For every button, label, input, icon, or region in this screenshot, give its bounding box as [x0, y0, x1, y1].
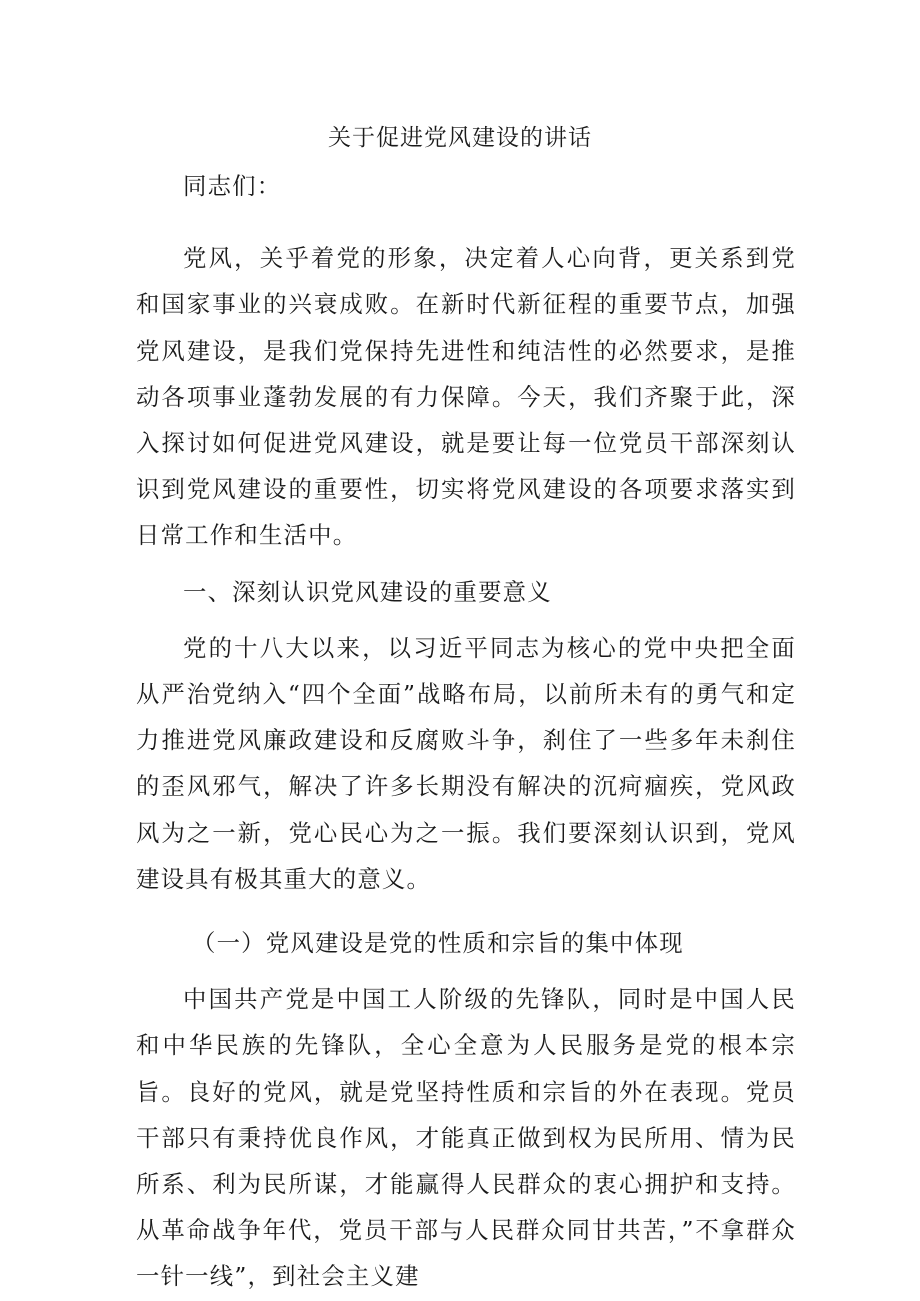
spacer — [136, 209, 796, 235]
document-title: 关于促进党风建设的讲话 — [328, 125, 592, 151]
subsection-heading: （一）党风建设是党的性质和宗旨的集中体现 — [192, 929, 684, 958]
intro-paragraph: 党风，关乎着党的形象，决定着人心向背，更关系到党和国家事业的兴衰成败。在新时代新征程的重要节点，加强党风建设，是我们党保持先进性和纯洁性的必然要求，是推动各项事业蓬勃发展的有力保障。今天，我们齐聚于此，深入探讨如何促进党风建设，就是要让每一位党员干部深刻认识到党风建设的重要性，切实将党风建设的各项要求落实到日常工作和生活中。 — [136, 244, 796, 550]
spacer — [136, 902, 796, 920]
document-body — [136, 163, 796, 1300]
spacer — [136, 615, 796, 625]
section-heading: 一、深刻认识党风建设的重要意义 — [183, 577, 552, 606]
spacer — [136, 559, 796, 569]
section-paragraph: 党的十八大以来，以习近平同志为核心的党中央把全面从严治党纳入“四个全面”战略布局，以前所未有的勇气和定力推进党风廉政建设和反腐败斗争，刹住了一些多年未刹住的歪风邪气，解决了许多长期没有解决的沉疴痼疾，党风政风为之一新，党心民心为之一振。我们要深刻认识到，党风建设具有极其重大的意义。 — [136, 633, 796, 893]
subsection-paragraph: 中国共产党是中国工人阶级的先锋队，同时是中国人民和中华民族的先锋队，全心全意为人民服务是党的根本宗旨。良好的党风，就是党坚持性质和宗旨的外在表现。党员干部只有秉持优良作风，才能真正做到权为民所用、情为民所系、利为民所谋，才能赢得人民群众的衷心拥护和支持。从革命战争年代，党员干部与人民群众同甘共苦，”不拿群众一针一线”，到社会主义建 — [136, 985, 796, 1291]
spacer — [136, 966, 796, 976]
salutation: 同志们： — [183, 172, 282, 200]
